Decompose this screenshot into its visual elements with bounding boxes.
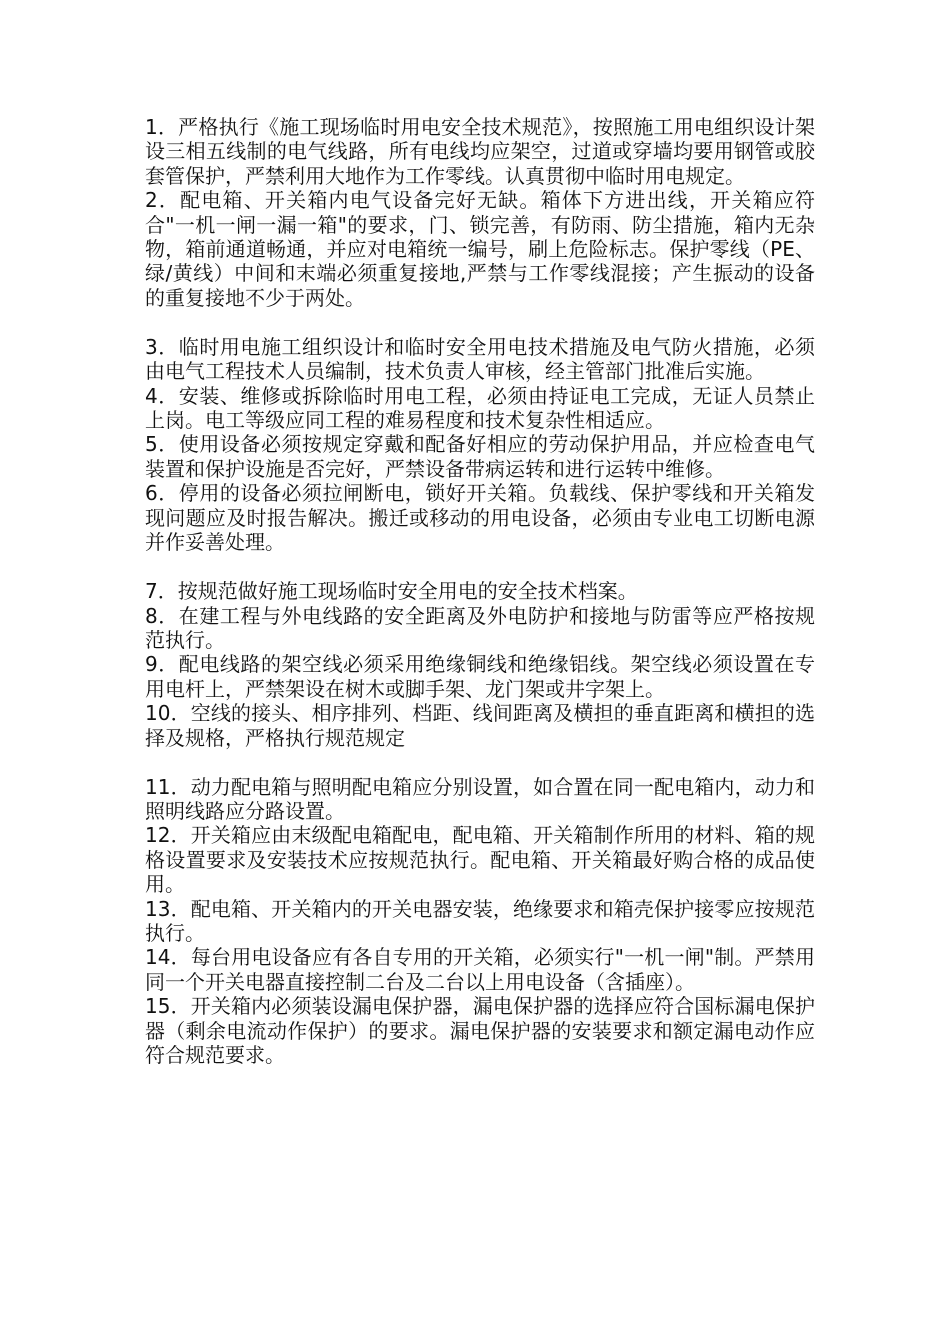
paragraph-1: 1．严格执行《施工现场临时用电安全技术规范》，按照施工用电组织设计架设三相五线制的电气线路，所有电线均应架空，过道或穿墙均要用钢管或胶套管保护，严禁利用大地作为工作零线。认真贯彻中临时用电规定。 xyxy=(145,115,815,188)
paragraph-4: 4．安装、维修或拆除临时用电工程，必须由持证电工完成，无证人员禁止上岗。电工等级应同工程的难易程度和技术复杂性相适应。 xyxy=(145,383,815,433)
paragraph-10: 10．空线的接头、相序排列、档距、线间距离及横担的垂直距离和横担的选择及规格，严格执行规范规定 xyxy=(145,701,815,750)
document-body xyxy=(145,115,815,1067)
paragraph-8: 8．在建工程与外电线路的安全距离及外电防护和接地与防雷等应严格按规范执行。 xyxy=(145,603,815,652)
paragraph-15: 15．开关箱内必须装设漏电保护器，漏电保护器的选择应符合国标漏电保护器（剩余电流动作保护）的要求。漏电保护器的安装要求和额定漏电动作应符合规范要求。 xyxy=(145,994,815,1067)
paragraph-gap xyxy=(145,310,815,335)
paragraph-gap xyxy=(145,555,815,580)
paragraph-14: 14．每台用电设备应有各自专用的开关箱，必须实行"一机一闸"制。严禁用同一个开关电器直接控制二台及二台以上用电设备（含插座）。 xyxy=(145,945,815,994)
paragraph-6: 6．停用的设备必须拉闸断电，锁好开关箱。负载线、保护零线和开关箱发现问题应及时报告解决。搬迁或移动的用电设备，必须由专业电工切断电源并作妥善处理。 xyxy=(145,481,815,555)
paragraph-2: 2．配电箱、开关箱内电气设备完好无缺。箱体下方进出线，开关箱应符合"一机一闸一漏一箱"的要求，门、锁完善，有防雨、防尘措施，箱内无杂物，箱前通道畅通，并应对电箱统一编号，刷上危险标志。保护零线（PE、绿/黄线）中间和末端必须重复接地,严禁与工作零线混接；产生振动的设备的重复接地不少于两处。 xyxy=(145,188,815,310)
paragraph-5: 5．使用设备必须按规定穿戴和配备好相应的劳动保护用品，并应检查电气装置和保护设施是否完好，严禁设备带病运转和进行运转中维修。 xyxy=(145,432,815,481)
paragraph-12: 12．开关箱应由末级配电箱配电，配电箱、开关箱制作所用的材料、箱的规格设置要求及安装技术应按规范执行。配电箱、开关箱最好购合格的成品使用。 xyxy=(145,823,815,897)
paragraph-7: 7．按规范做好施工现场临时安全用电的安全技术档案。 xyxy=(145,579,638,604)
paragraph-13: 13．配电箱、开关箱内的开关电器安装，绝缘要求和箱壳保护接零应按规范执行。 xyxy=(145,896,815,945)
paragraph-9: 9．配电线路的架空线必须采用绝缘铜线和绝缘铝线。架空线必须设置在专用电杆上，严禁架设在树木或脚手架、龙门架或井字架上。 xyxy=(145,652,815,701)
paragraph-11: 11．动力配电箱与照明配电箱应分别设置，如合置在同一配电箱内，动力和照明线路应分路设置。 xyxy=(145,774,815,823)
paragraph-gap xyxy=(145,750,815,775)
paragraph-3: 3．临时用电施工组织设计和临时安全用电技术措施及电气防火措施，必须由电气工程技术人员编制，技术负责人审核，经主管部门批准后实施。 xyxy=(145,334,815,384)
